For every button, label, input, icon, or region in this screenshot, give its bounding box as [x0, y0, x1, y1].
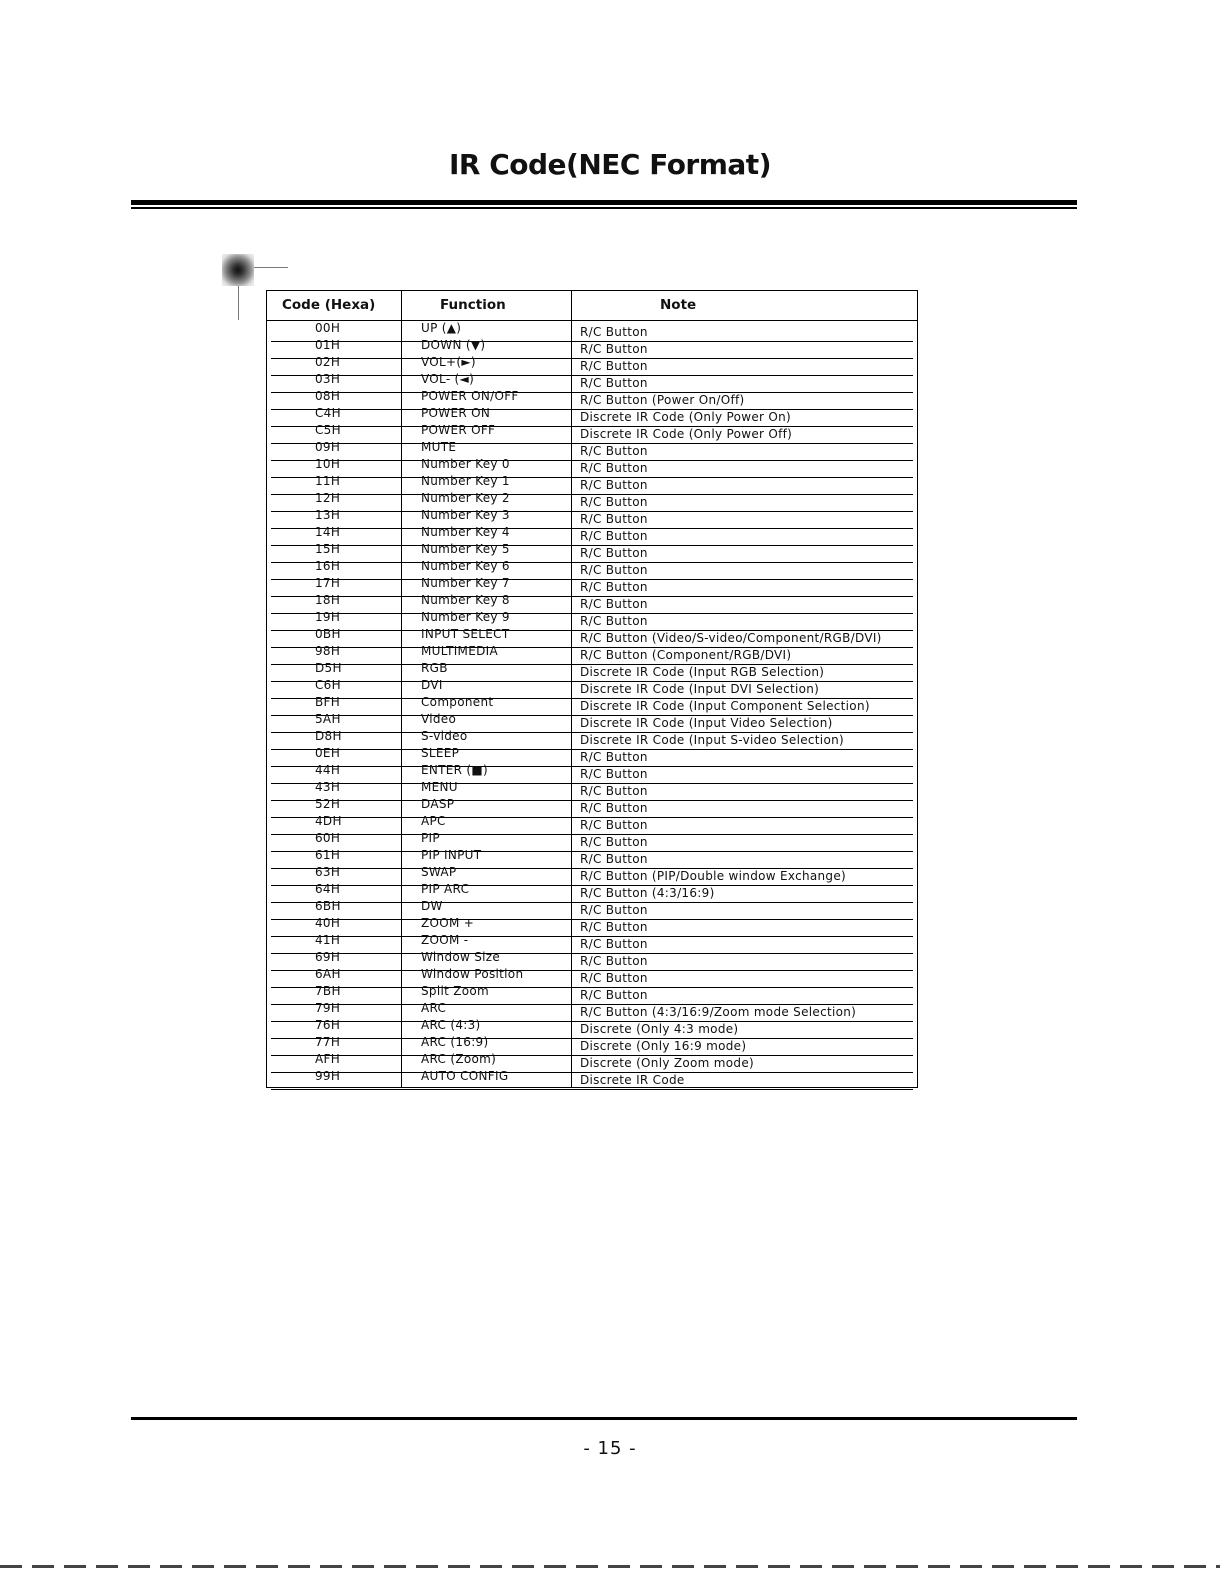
cell-function: Number Key 5	[421, 542, 510, 556]
cell-note: R/C Button (PIP/Double window Exchange)	[580, 869, 847, 883]
cell-note: Discrete IR Code (Input S-video Selection)	[580, 733, 844, 747]
table-row	[267, 440, 917, 461]
scan-edge-dashes	[0, 1565, 1220, 1568]
cell-code: D8H	[315, 729, 342, 743]
table-row	[267, 831, 917, 852]
table-row	[267, 644, 917, 665]
cell-function: Window Size	[421, 950, 501, 964]
table-body	[267, 321, 917, 1090]
cell-code: 99H	[315, 1069, 341, 1083]
cell-note: Discrete IR Code (Input Component Selection)	[580, 699, 870, 713]
cell-note: Discrete IR Code (Only Power On)	[580, 410, 792, 424]
cell-note: R/C Button	[580, 563, 648, 577]
cell-note: Discrete IR Code (Only Power Off)	[580, 427, 793, 441]
table-row	[267, 627, 917, 648]
cell-function: POWER ON/OFF	[421, 389, 519, 403]
cell-note: R/C Button	[580, 512, 648, 526]
cell-note: Discrete IR Code (Input DVI Selection)	[580, 682, 820, 696]
cell-function: MUTE	[421, 440, 457, 454]
table-row	[267, 780, 917, 801]
cell-code: 79H	[315, 1001, 341, 1015]
cell-code: 01H	[315, 338, 341, 352]
header-function: Function	[440, 297, 506, 313]
cell-code: C4H	[315, 406, 341, 420]
table-row	[267, 916, 917, 937]
cell-code: 02H	[315, 355, 341, 369]
cell-code: C5H	[315, 423, 341, 437]
cell-function: ARC	[421, 1001, 447, 1015]
cell-function: Window Position	[421, 967, 524, 981]
cell-code: 6AH	[315, 967, 341, 981]
table-row	[267, 933, 917, 954]
cell-function: ARC (Zoom)	[421, 1052, 497, 1066]
header-note: Note	[660, 297, 697, 313]
table-row	[267, 576, 917, 597]
cell-code: 69H	[315, 950, 341, 964]
table-row	[267, 678, 917, 699]
cell-function: MENU	[421, 780, 458, 794]
cell-note: Discrete (Only 16:9 mode)	[580, 1039, 747, 1053]
table-row	[267, 372, 917, 393]
cell-note: Discrete (Only Zoom mode)	[580, 1056, 754, 1070]
cell-function: Number Key 4	[421, 525, 510, 539]
table-row	[267, 457, 917, 478]
cell-code: 52H	[315, 797, 341, 811]
cell-note: R/C Button	[580, 937, 648, 951]
table-row	[267, 695, 917, 716]
table-row	[267, 661, 917, 682]
table-row	[267, 542, 917, 563]
cell-code: 76H	[315, 1018, 341, 1032]
cell-note: R/C Button	[580, 852, 648, 866]
cell-code: 4DH	[315, 814, 342, 828]
cell-note: R/C Button	[580, 495, 648, 509]
cell-code: C6H	[315, 678, 341, 692]
table-row	[267, 474, 917, 495]
table-header	[267, 291, 917, 321]
table-row	[267, 746, 917, 767]
cell-function: Component	[421, 695, 494, 709]
cell-note: R/C Button	[580, 835, 648, 849]
cell-note: R/C Button	[580, 784, 648, 798]
cell-function: Number Key 1	[421, 474, 510, 488]
cell-note: R/C Button	[580, 529, 648, 543]
cell-function: DOWN (▼)	[421, 338, 486, 352]
cell-note: R/C Button	[580, 478, 648, 492]
header-rule-thin	[131, 207, 1077, 209]
cell-note: R/C Button	[580, 580, 648, 594]
cell-code: 43H	[315, 780, 341, 794]
cell-code: 0BH	[315, 627, 341, 641]
table-row	[267, 1069, 917, 1090]
cell-code: 40H	[315, 916, 341, 930]
table-row	[267, 593, 917, 614]
cell-code: 98H	[315, 644, 341, 658]
bullet-connector-horizontal	[254, 267, 288, 268]
page-title: IR Code(NEC Format)	[449, 148, 771, 181]
cell-function: Number Key 2	[421, 491, 510, 505]
cell-function: Number Key 3	[421, 508, 510, 522]
cell-note: Discrete IR Code (Input Video Selection)	[580, 716, 833, 730]
cell-note: R/C Button	[580, 988, 648, 1002]
table-row	[267, 406, 917, 427]
cell-code: 6BH	[315, 899, 341, 913]
cell-code: 5AH	[315, 712, 341, 726]
cell-note: R/C Button (4:3/16:9)	[580, 886, 715, 900]
table-row	[267, 967, 917, 988]
table-row	[267, 338, 917, 359]
cell-note: R/C Button	[580, 903, 648, 917]
cell-note: R/C Button	[580, 971, 648, 985]
cell-function: ZOOM +	[421, 916, 475, 930]
cell-note: R/C Button	[580, 461, 648, 475]
table-row	[267, 423, 917, 444]
table-row	[267, 321, 917, 342]
cell-function: INPUT SELECT	[421, 627, 510, 641]
cell-function: ZOOM -	[421, 933, 469, 947]
cell-function: Number Key 7	[421, 576, 510, 590]
cell-function: DW	[421, 899, 443, 913]
table-row	[267, 848, 917, 869]
cell-code: 41H	[315, 933, 341, 947]
cell-note: Discrete (Only 4:3 mode)	[580, 1022, 739, 1036]
table-row	[267, 814, 917, 835]
table-row	[267, 610, 917, 631]
cell-code: 14H	[315, 525, 341, 539]
cell-function: ARC (16:9)	[421, 1035, 489, 1049]
bullet-connector-vertical	[238, 286, 239, 320]
table-row	[267, 763, 917, 784]
cell-function: Video	[421, 712, 457, 726]
cell-code: 64H	[315, 882, 341, 896]
table-row	[267, 508, 917, 529]
cell-note: R/C Button	[580, 767, 648, 781]
cell-code: 12H	[315, 491, 341, 505]
cell-function: Split Zoom	[421, 984, 490, 998]
table-row	[267, 1018, 917, 1039]
cell-function: MULTIMEDIA	[421, 644, 498, 658]
table-row	[267, 729, 917, 750]
cell-code: 17H	[315, 576, 341, 590]
table-row	[267, 950, 917, 971]
cell-code: 63H	[315, 865, 341, 879]
cell-function: Number Key 9	[421, 610, 510, 624]
cell-code: 09H	[315, 440, 341, 454]
table-row	[267, 882, 917, 903]
cell-function: PIP	[421, 831, 440, 845]
cell-note: R/C Button	[580, 801, 648, 815]
table-row	[267, 491, 917, 512]
cell-note: R/C Button (4:3/16:9/Zoom mode Selection)	[580, 1005, 857, 1019]
cell-code: 7BH	[315, 984, 341, 998]
table-row	[267, 797, 917, 818]
cell-code: 61H	[315, 848, 341, 862]
cell-note: R/C Button	[580, 954, 648, 968]
cell-note: R/C Button (Video/S-video/Component/RGB/DVI)	[580, 631, 882, 645]
cell-note: R/C Button	[580, 597, 648, 611]
cell-note: R/C Button	[580, 546, 648, 560]
cell-code: 11H	[315, 474, 341, 488]
section-bullet-icon	[222, 254, 254, 286]
cell-function: SLEEP	[421, 746, 460, 760]
table-row	[267, 865, 917, 886]
cell-code: 77H	[315, 1035, 341, 1049]
cell-note: R/C Button	[580, 818, 648, 832]
cell-function: Number Key 0	[421, 457, 510, 471]
cell-function: Number Key 6	[421, 559, 510, 573]
table-row	[267, 1001, 917, 1022]
cell-code: 16H	[315, 559, 341, 573]
cell-function: DASP	[421, 797, 455, 811]
cell-function: APC	[421, 814, 446, 828]
cell-note: R/C Button	[580, 614, 648, 628]
table-row	[267, 899, 917, 920]
cell-function: POWER OFF	[421, 423, 496, 437]
cell-code: 18H	[315, 593, 341, 607]
cell-code: 44H	[315, 763, 341, 777]
cell-note: R/C Button (Power On/Off)	[580, 393, 745, 407]
cell-function: PIP INPUT	[421, 848, 482, 862]
cell-code: 60H	[315, 831, 341, 845]
cell-function: Number Key 8	[421, 593, 510, 607]
cell-code: 0EH	[315, 746, 341, 760]
cell-function: PIP ARC	[421, 882, 470, 896]
cell-note: R/C Button	[580, 325, 648, 339]
cell-code: 03H	[315, 372, 341, 386]
cell-code: 19H	[315, 610, 341, 624]
cell-function: ARC (4:3)	[421, 1018, 481, 1032]
cell-code: 10H	[315, 457, 341, 471]
table-row	[267, 389, 917, 410]
cell-code: AFH	[315, 1052, 341, 1066]
cell-function: POWER ON	[421, 406, 491, 420]
cell-function: S-video	[421, 729, 468, 743]
cell-function: SWAP	[421, 865, 457, 879]
table-row	[267, 984, 917, 1005]
cell-note: R/C Button	[580, 359, 648, 373]
cell-code: BFH	[315, 695, 341, 709]
cell-function: VOL+(►)	[421, 355, 476, 369]
table-row	[267, 712, 917, 733]
cell-note: Discrete IR Code (Input RGB Selection)	[580, 665, 825, 679]
cell-code: D5H	[315, 661, 342, 675]
table-row	[267, 559, 917, 580]
page-number: - 15 -	[583, 1438, 637, 1459]
table-row	[267, 355, 917, 376]
cell-note: Discrete IR Code	[580, 1073, 685, 1087]
cell-note: R/C Button (Component/RGB/DVI)	[580, 648, 792, 662]
cell-function: DVI	[421, 678, 443, 692]
cell-function: UP (▲)	[421, 321, 462, 335]
cell-code: 00H	[315, 321, 341, 335]
cell-code: 13H	[315, 508, 341, 522]
header-rule-thick	[131, 200, 1077, 205]
cell-function: ENTER (■)	[421, 763, 489, 777]
cell-code: 08H	[315, 389, 341, 403]
cell-function: AUTO CONFIG	[421, 1069, 509, 1083]
table-row	[267, 525, 917, 546]
cell-note: R/C Button	[580, 920, 648, 934]
cell-function: VOL- (◄)	[421, 372, 475, 386]
row-divider	[271, 1089, 913, 1090]
cell-code: 15H	[315, 542, 341, 556]
table-row	[267, 1052, 917, 1073]
ir-code-table	[266, 290, 918, 1088]
cell-note: R/C Button	[580, 444, 648, 458]
cell-note: R/C Button	[580, 376, 648, 390]
cell-note: R/C Button	[580, 342, 648, 356]
footer-rule	[131, 1417, 1077, 1420]
table-row	[267, 1035, 917, 1056]
header-code: Code (Hexa)	[282, 297, 376, 313]
cell-function: RGB	[421, 661, 448, 675]
cell-note: R/C Button	[580, 750, 648, 764]
